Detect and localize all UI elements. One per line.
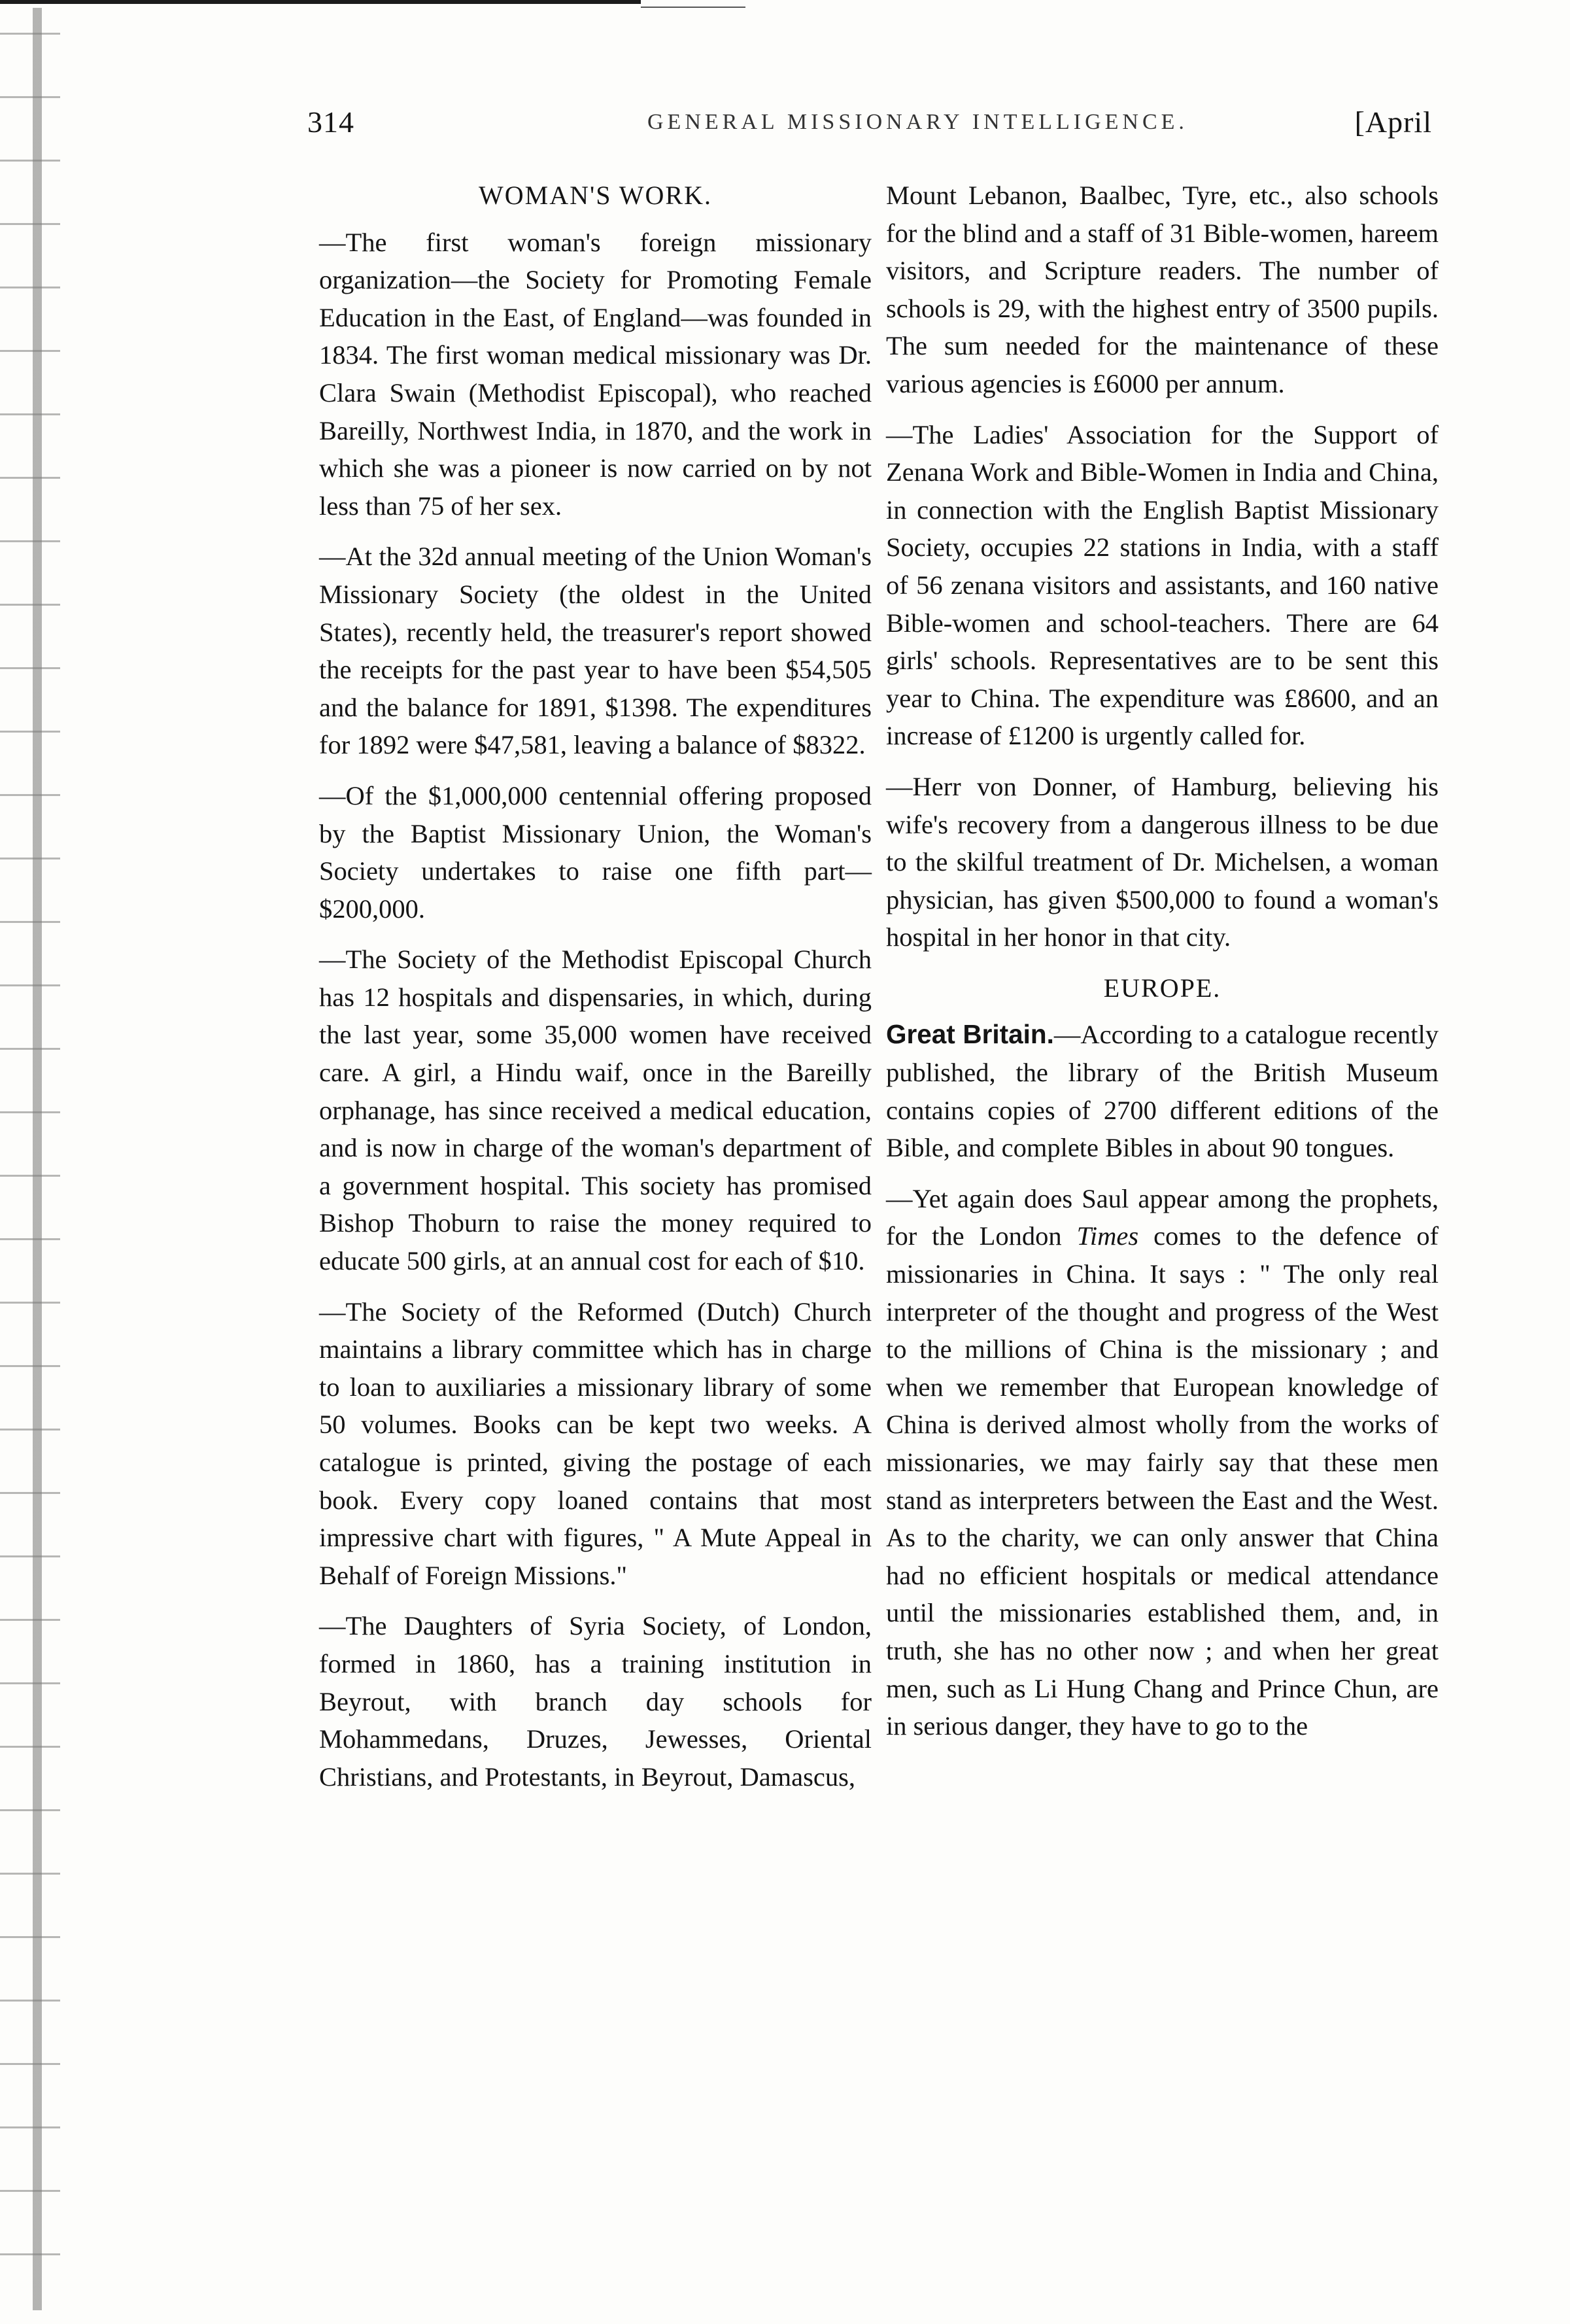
- paragraph-ladies-association: —The Ladies' Association for the Support of Zenana Work and Bible-Women in India and China, in connection with the English Baptist Missionary Society, occupies 22 stations in India, with a staff of 56 zenana visitors and assistants, and 160 native Bible-women and school-teachers. There are 64 girls' schools. Representatives are to be sent this year to China. The expenditure was £8600, and an increase of £1200 is urgently called for.: [886, 419, 1439, 751]
- paragraph-syria-continued: Mount Lebanon, Baalbec, Tyre, etc., also schools for the blind and a staff of 31 Bible-women, hareem visitors, and Scripture readers. The number of schools is 29, with the highest entry of 3500 pupils. The sum needed for the maintenance of these various agencies is £6000 per annum.: [886, 181, 1439, 398]
- paragraph-daughters-of-syria: —The Daughters of Syria Society, of London, formed in 1860, has a training institution in Beyrout, with branch day schools for Mohammedans, Druzes, Jewesses, Oriental Christians, and Protestants, in Beyrout, Damascus,: [319, 1611, 872, 1792]
- paragraph-centennial-offering: —Of the $1,000,000 centennial offering proposed by the Baptist Missionary Union, the Woman's Society undertakes to raise one fifth part—$200,000.: [319, 780, 872, 924]
- paragraph-herr-von-donner: —Herr von Donner, of Hamburg, believing his wife's recovery from a dangerous illness to be due to the skilful treatment of Dr. Michelsen, a woman physician, has given $500,000 to found a woman's hospital in her honor in that city.: [886, 771, 1439, 952]
- paragraph-union-society: —At the 32d annual meeting of the Union Woman's Missionary Society (the oldest in the United States), recently held, the treasurer's report showed the receipts for the past year to have been $54,505 and the balance for 1891, $1398. The expenditures for 1892 were $47,581, leaving a balance of $8322.: [319, 542, 872, 760]
- page-number: 314: [307, 105, 354, 139]
- left-column: [319, 177, 872, 1809]
- binding-edge-shadow: [0, 8, 60, 2310]
- issue-month: [April: [1354, 105, 1432, 139]
- paragraph-london-times: [886, 1180, 1439, 1745]
- section-heading-womans-work: WOMAN'S WORK.: [479, 181, 712, 210]
- paragraph-great-britain: [886, 1016, 1439, 1166]
- times-title: Times: [1076, 1221, 1139, 1251]
- saul-text-after: comes to the defence of missionaries in China. It says : " The only real interpreter of the thought and progress of the West to the millions of China is the missionary ; and when we remember that European knowledge of China is derived almost wholly from the works of missionaries, we may fairly say that these men stand as interpreters between the East and the West. As to the charity, we can only answer that China had no efficient hospitals or medical attendance until the missionaries established them, and, in truth, she has no other now ; and when her great men, such as Li Hung Chang and Prince Chun, are in serious danger, they have to go to the: [886, 1221, 1439, 1741]
- saul-text-before: —Yet again does Saul appear among the prophets, for the London: [886, 1183, 1439, 1251]
- top-edge-rule-thin: [641, 7, 745, 8]
- top-edge-rule: [0, 0, 641, 4]
- section-heading-europe: EUROPE.: [1103, 973, 1221, 1003]
- great-britain-text: —According to a catalogue recently published, the library of the British Museum contains copies of 2700 different editions of the Bible, and complete Bibles in about 90 tongues.: [886, 1020, 1439, 1163]
- paragraph-methodist-society: —The Society of the Methodist Episcopal Church has 12 hospitals and dispensaries, in which, during the last year, some 35,000 women have received care. A girl, a Hindu waif, once in the Bareilly orphanage, has since received a medical education, and is now in charge of the woman's department of a government hospital. This society has promised Bishop Thoburn to raise the money required to educate 500 girls, at an annual cost for each of $10.: [319, 945, 872, 1276]
- run-in-great-britain: Great Britain.: [886, 1019, 1054, 1050]
- paragraph-reformed-church: —The Society of the Reformed (Dutch) Church maintains a library committee which has in charge to loan to auxiliaries a missionary library of some 50 volumes. Books can be kept two weeks. A catalogue is printed, giving the postage of each book. Every copy loaned contains that most impressive chart with figures, " A Mute Appeal in Behalf of Foreign Missions.": [319, 1296, 872, 1590]
- running-title: GENERAL MISSIONARY INTELLIGENCE.: [647, 110, 1188, 134]
- page-header: [307, 105, 1432, 150]
- right-column: [886, 177, 1439, 1758]
- paragraph-first-organization: —The first woman's foreign missionary organization—the Society for Promoting Female Education in the East, of England—was founded in 1834. The first woman medical missionary was Dr. Clara Swain (Methodist Episcopal), who reached Bareilly, Northwest India, in 1870, and the work in which she was a pioneer is now carried on by not less than 75 of her sex.: [319, 227, 872, 521]
